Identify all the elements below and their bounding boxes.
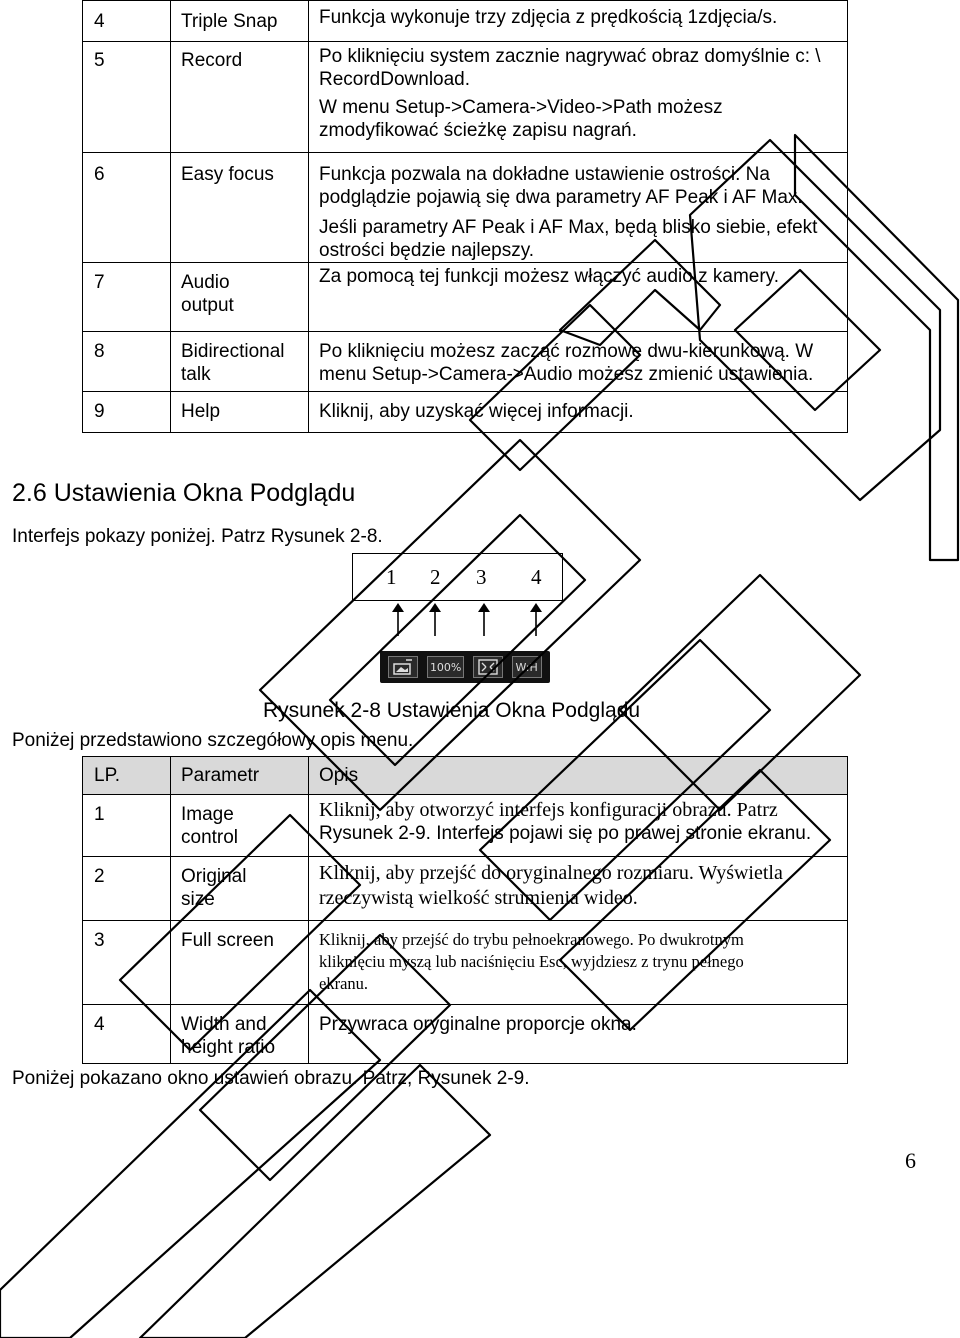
- table-row: [83, 153, 848, 263]
- table-row: [83, 857, 848, 921]
- row-name: Record: [181, 50, 243, 71]
- fullscreen-button[interactable]: [473, 656, 503, 678]
- row-description-line: menu Setup->Camera->Audio możesz zmienić ustawienia.: [319, 364, 814, 385]
- row-name: Bidirectional: [181, 341, 285, 362]
- figure-label-1: 1: [386, 565, 397, 589]
- image-control-button[interactable]: [388, 656, 418, 678]
- row-description-line: Jeśli parametry AF Peak i AF Max, będą blisko siebie, efekt: [319, 217, 818, 238]
- header-description: Opis: [319, 765, 359, 786]
- table-header-row: [83, 757, 848, 795]
- row-description: Funkcja wykonuje trzy zdjęcia z prędkością 1zdjęcia/s.: [319, 7, 778, 28]
- row-description-line: rzeczywistą wielkość strumienia wideo.: [319, 887, 638, 909]
- row-name: Help: [181, 401, 221, 422]
- row-name: Full screen: [181, 930, 274, 951]
- row-number: 4: [94, 1014, 105, 1035]
- detail-intro: Poniżej przedstawiono szczegółowy opis menu.: [12, 730, 414, 751]
- row-description-line: W menu Setup->Camera->Video->Path możesz: [319, 97, 723, 118]
- row-number: 8: [94, 341, 105, 362]
- row-description-line: ekranu.: [319, 974, 369, 993]
- table-row: [83, 42, 848, 153]
- aspect-ratio-button[interactable]: W:H: [512, 656, 542, 678]
- row-number: 2: [94, 866, 105, 887]
- row-description-line: kliknięciu myszą lub naciśnięciu Esc, wyjdziesz z trynu pełnego: [319, 952, 744, 971]
- figure-label-4: 4: [531, 565, 542, 589]
- figure-caption: Rysunek 2-8 Ustawienia Okna Podglądu: [263, 699, 641, 722]
- up-arrow-icon: [530, 603, 542, 636]
- feature-table-top: [82, 0, 848, 433]
- row-name: Triple Snap: [181, 11, 278, 32]
- section-intro: Interfejs pokazy poniżej. Patrz Rysunek 2-8.: [12, 526, 383, 547]
- table-row: [83, 921, 848, 1005]
- page-number: 6: [905, 1148, 916, 1173]
- image-control-icon: [392, 659, 414, 675]
- row-number: 7: [94, 272, 105, 293]
- row-description-line: Kliknij, aby przejść do trybu pełnoekranowego. Po dwukrotnym: [319, 930, 744, 949]
- row-number: 9: [94, 401, 105, 422]
- row-name: Original: [181, 866, 247, 887]
- table-row: [83, 795, 848, 857]
- row-name: talk: [181, 364, 211, 385]
- watermark-stroke: [140, 1065, 490, 1338]
- row-description: Za pomocą tej funkcji możesz włączyć audio z kamery.: [319, 266, 780, 287]
- header-parameter: Parametr: [181, 765, 260, 786]
- row-description-line: Po kliknięciu możesz zacząć rozmowę dwu-kierunkową. W: [319, 341, 814, 362]
- figure-label-2: 2: [430, 565, 441, 589]
- row-number: 6: [94, 164, 105, 185]
- row-description: Kliknij, aby uzyskać więcej informacji.: [319, 401, 634, 422]
- row-name: Audio: [181, 272, 230, 293]
- row-name: Easy focus: [181, 164, 274, 185]
- up-arrow-icon: [392, 603, 404, 636]
- table-row: [83, 392, 848, 433]
- row-description-line: Kliknij, aby przejść do oryginalnego rozmiaru. Wyświetla: [319, 862, 783, 884]
- up-arrow-icon: [429, 603, 441, 636]
- row-number: 1: [94, 804, 105, 825]
- row-description-line: Funkcja pozwala na dokładne ustawienie ostrości. Na: [319, 164, 770, 185]
- row-description-line: Kliknij, aby otworzyć interfejs konfiguracji obrazu. Patrz: [319, 799, 778, 821]
- preview-toolbar: [380, 651, 550, 683]
- original-size-button[interactable]: 100%: [427, 656, 464, 678]
- figure-arrows: [380, 602, 560, 638]
- fullscreen-icon: [478, 659, 498, 675]
- table-row: [83, 263, 848, 332]
- parameter-table: [82, 756, 848, 1064]
- row-description-line: zmodyfikować ścieżkę zapisu nagrań.: [319, 120, 637, 141]
- figure-label-3: 3: [476, 565, 487, 589]
- section-heading: 2.6 Ustawienia Okna Podglądu: [12, 479, 356, 507]
- table-row: [83, 1, 848, 42]
- table-row: [83, 332, 848, 392]
- row-description: Przywraca oryginalne proporcje okna.: [319, 1014, 637, 1035]
- row-number: 5: [94, 50, 105, 71]
- row-name: height ratio: [181, 1037, 276, 1058]
- row-name: size: [181, 889, 215, 910]
- row-name: Image: [181, 804, 234, 825]
- row-description-line: RecordDownload.: [319, 69, 471, 90]
- row-name: Width and: [181, 1014, 267, 1035]
- table-row: [83, 1005, 848, 1064]
- header-lp: LP.: [94, 765, 121, 786]
- row-number: 3: [94, 930, 105, 951]
- row-description-line: Rysunek 2-9. Interfejs pojawi się po prawej stronie ekranu.: [319, 823, 812, 844]
- footer-text: Poniżej pokazano okno ustawień obrazu. Patrz, Rysunek 2-9.: [12, 1068, 530, 1089]
- row-name: output: [181, 295, 234, 316]
- row-number: 4: [94, 11, 105, 32]
- row-description-line: ostrości będzie najlepszy.: [319, 240, 535, 261]
- up-arrow-icon: [478, 603, 490, 636]
- row-description-line: Po kliknięciu system zacznie nagrywać obraz domyślnie c: \: [319, 46, 821, 67]
- row-name: control: [181, 827, 239, 848]
- row-description-line: podglądzie pojawią się dwa parametry AF Peak i AF Max.: [319, 187, 803, 208]
